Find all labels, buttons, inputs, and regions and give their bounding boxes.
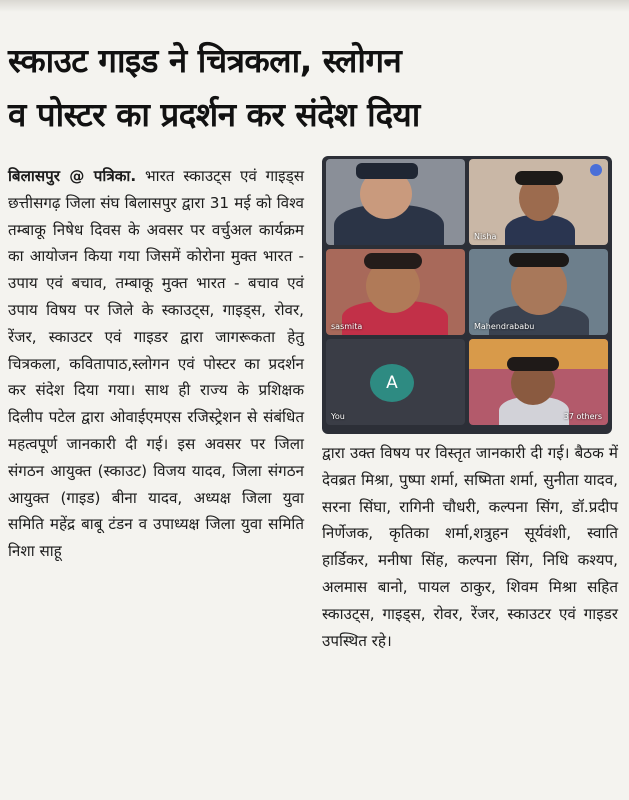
user-avatar: A <box>370 364 414 402</box>
video-tile-label: You <box>331 412 345 421</box>
article-body-right: द्वारा उक्त विषय पर विस्तृत जानकारी दी गई। बैठक में देवब्रत मिश्रा, पुष्पा शर्मा, सष्मिता शर्मा, सुनीता यादव, सरना सिंघा, रागिनी चौधरी, कल्पना सिंग, डॉ.प्रदीप निर्णेजक, कृतिका शर्मा,शत्रुहन सूर्यवंशी, स्वाति हार्डिकर, मनीषा सिंह, कल्पना सिंग, निधि कश्यप, अलमास बानो, पायल ठाकुर, शिवम मिश्रा सहित स्काउट्स, गाइड्स, रोवर, रेंजर, स्काउटर एवं गाइडर उपस्थित रहे। <box>322 444 618 650</box>
article-column-right <box>322 440 618 654</box>
video-tile-label: Nisha <box>474 232 497 241</box>
headline-line-2: व पोस्टर का प्रदर्शन कर संदेश दिया <box>8 95 420 134</box>
headline-line-1: स्काउट गाइड ने चित्रकला, स्लोगन <box>8 41 402 80</box>
video-tile-label: 37 others <box>563 412 602 421</box>
previous-article-strip <box>0 0 629 12</box>
headline <box>8 34 623 142</box>
video-tile-others <box>469 339 608 425</box>
video-tile-1 <box>326 159 465 245</box>
video-tile-self <box>326 339 465 425</box>
video-tile-3 <box>326 249 465 335</box>
article-body-left: भारत स्काउट्स एवं गाइड्स छत्तीसगढ़ जिला संघ बिलासपुर द्वारा 31 मई को विश्व तम्बाकू निषेध दिवस के अवसर पर वर्चुअल कार्यक्रम का आयोजन किया गया जिसमें कोरोना मुक्त भारत - उपाय एवं बचाव, तम्बाकू मुक्त भारत - बचाव एवं उपाय विषय पर जिले के स्काउट्स, गाइड्स, रोवर, रेंजर, स्काउटर एवं गाइडर द्वारा जागरूकता हेतु चित्रकला, कवितापाठ,स्लोगन एवं पोस्टर का प्रदर्शन कर संदेश दिया गया। साथ ही राज्य के प्रशिक्षक दिलीप पटेल द्वारा ओवाईएमएस रजिस्ट्रेशन से संबंधित महत्वपूर्ण जानकारी दी गई। इस अवसर पर जिला संगठन आयुक्त (स्काउट) विजय यादव, जिला संगठन आयुक्त (गाइड) बीना यादव, अध्यक्ष जिला युवा समिति महेंद्र बाबू टंडन व उपाध्यक्ष जिला युवा समिति निशा साहू <box>8 167 305 561</box>
dateline: बिलासपुर @ पत्रिका. <box>8 167 137 185</box>
video-tile-4 <box>469 249 608 335</box>
video-tile-label: Mahendrababu <box>474 322 535 331</box>
article-column-left <box>8 163 304 565</box>
video-call-screenshot <box>322 156 612 434</box>
video-tile-2 <box>469 159 608 245</box>
video-tile-label: sasmita <box>331 322 363 331</box>
audio-indicator-icon <box>590 164 602 176</box>
